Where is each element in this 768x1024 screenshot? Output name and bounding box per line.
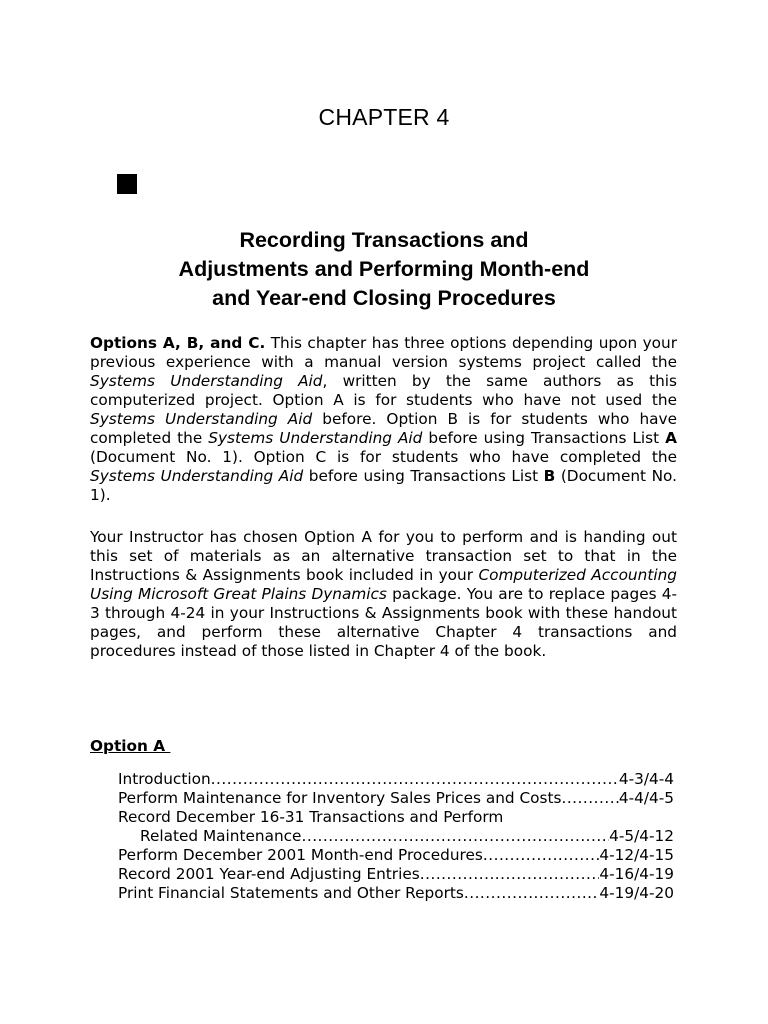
text-run: before using Transactions List xyxy=(303,467,544,485)
italic-run: Systems Understanding Aid xyxy=(90,372,323,390)
text-run: , written by the same authors as this computerized project. Option A is for students who have not used the xyxy=(90,372,677,409)
bullet-square xyxy=(117,174,137,194)
italic-run: Computerized Accounting Using Microsoft Great Plains Dynamics xyxy=(90,566,677,603)
toc-entry xyxy=(118,884,674,903)
toc-entry xyxy=(118,865,674,884)
toc-leader xyxy=(561,789,618,808)
chapter-heading: CHAPTER 4 xyxy=(318,104,450,130)
toc-label: Perform Maintenance for Inventory Sales Prices and Costs xyxy=(118,789,562,807)
toc-label: Record 2001 Year-end Adjusting Entries xyxy=(118,865,420,883)
text-run: before. Option B is for students who have completed the xyxy=(90,410,677,447)
toc-leader xyxy=(211,770,619,789)
chapter-title-line: and Year-end Closing Procedures xyxy=(212,286,556,310)
toc-pages: 4-5/4-12 xyxy=(609,827,674,845)
text-run: package. You are to replace pages 4-3 through 4-24 in your Instructions & Assignments book with these handout pages, and perform these alternative Chapter 4 transactions and procedures instead of those listed in Chapter 4 of the book. xyxy=(90,585,678,660)
options-paragraph xyxy=(90,334,677,505)
table-of-contents xyxy=(118,770,674,903)
chapter-title-line: Adjustments and Performing Month-end xyxy=(178,257,590,281)
toc-entry xyxy=(118,827,674,846)
toc-label: Related Maintenance xyxy=(140,827,302,845)
toc-entry xyxy=(118,789,674,808)
instructor-paragraph xyxy=(90,528,677,661)
toc-leader xyxy=(483,846,600,865)
text-run: Your Instructor has chosen Option A for you to perform and is handing out this set of materials as an alternative transaction set to that in the Instructions & Assignments book included in your xyxy=(90,528,677,584)
toc-label: Introduction xyxy=(118,770,211,788)
toc-entry xyxy=(118,846,674,865)
toc-leader xyxy=(301,827,609,846)
bold-run: B xyxy=(543,467,556,485)
text-run: (Document No. 1). Option C is for students who have completed the xyxy=(90,448,677,466)
chapter-title-line: Recording Transactions and xyxy=(239,228,529,252)
option-a-heading: Option A xyxy=(90,737,171,755)
toc-label: Print Financial Statements and Other Reports xyxy=(118,884,464,902)
bold-run: A xyxy=(665,429,677,447)
text-run: before using Transactions List xyxy=(422,429,666,447)
italic-run: Systems Understanding Aid xyxy=(90,410,313,428)
toc-pages: 4-12/4-15 xyxy=(599,846,674,864)
italic-run: Systems Understanding Aid xyxy=(90,467,304,485)
options-label: Options A, B, and C. xyxy=(90,334,266,352)
toc-entry xyxy=(118,808,674,827)
toc-leader xyxy=(464,884,600,903)
text-run: This chapter has three options depending upon your previous experience with a manual version systems project called the xyxy=(90,334,677,371)
toc-entry xyxy=(118,770,674,789)
toc-leader xyxy=(420,865,600,884)
toc-label: Perform December 2001 Month-end Procedures xyxy=(118,846,483,864)
toc-pages: 4-4/4-5 xyxy=(618,789,674,807)
toc-label: Record December 16-31 Transactions and Perform xyxy=(118,808,504,826)
toc-pages: 4-16/4-19 xyxy=(599,865,674,883)
toc-pages: 4-19/4-20 xyxy=(599,884,674,902)
italic-run: Systems Understanding Aid xyxy=(208,429,423,447)
text-run: (Document No. 1). xyxy=(90,467,677,504)
chapter-title xyxy=(90,226,678,313)
toc-pages: 4-3/4-4 xyxy=(618,770,674,788)
